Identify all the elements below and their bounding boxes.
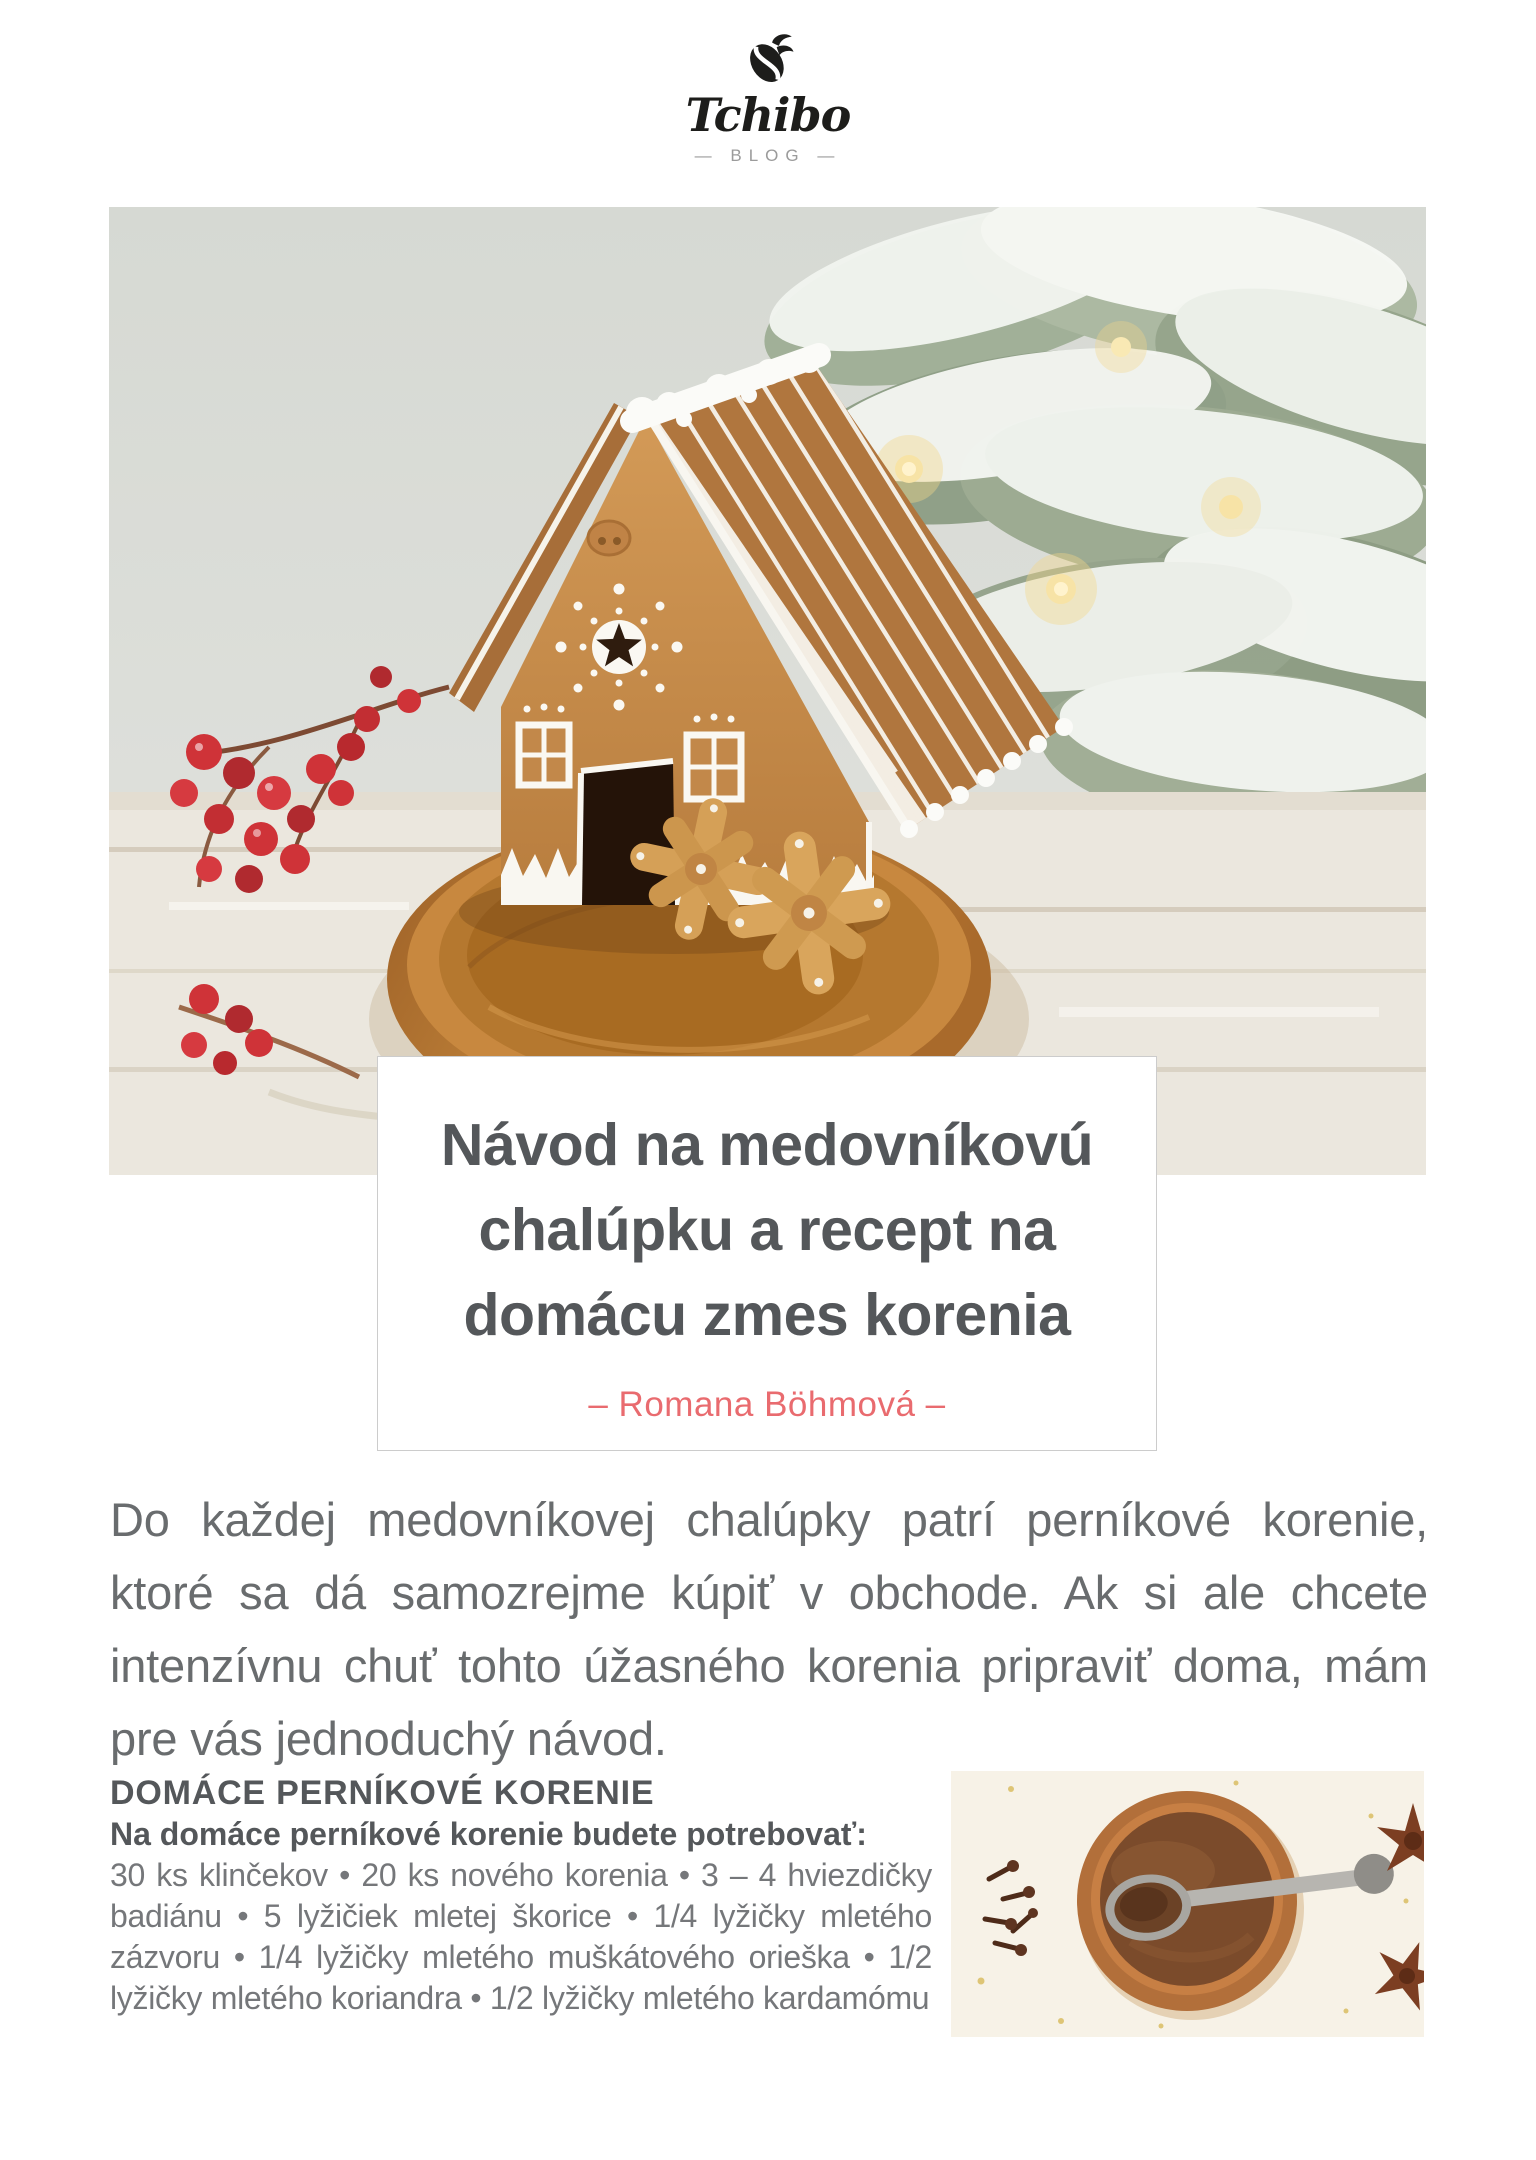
recipe-heading: DOMÁCE PERNÍKOVÉ KORENIE <box>110 1774 655 1812</box>
title-line-2: chalúpku a recept na <box>478 1197 1056 1263</box>
recipe-section <box>110 1772 932 2019</box>
intro-paragraph: Do každej medovníkovej chalúpky patrí perníkové korenie, ktoré sa dá samozrejme kúpiť v obchode. Ak si ale chcete intenzívnu chuť tohto úžasného korenia pripraviť doma, mám pre vás jednoduchý návod. <box>110 1493 1428 1765</box>
spice-bowl-image <box>951 1771 1424 2037</box>
article-title-card <box>377 1056 1157 1451</box>
recipe-subheading: Na domáce perníkové korenie budete potrebovať: <box>110 1816 867 1852</box>
hero-image-gingerbread-house <box>109 207 1426 1175</box>
title-line-1: Návod na medovníkovú <box>440 1112 1094 1178</box>
title-line-3: domácu zmes korenia <box>463 1282 1071 1348</box>
brand-name: Tchibo <box>685 88 851 142</box>
tchibo-blog-logo[interactable] <box>0 32 1536 166</box>
tchibo-bean-icon <box>733 32 803 90</box>
recipe-ingredients: 30 ks klinčekov • 20 ks nového korenia • 3 – 4 hviezdičky badiánu • 5 lyžičiek mletej škorice • 1/4 lyžičky mletého zázvoru • 1/4 lyžičky mletého muškátového orieška • 1/2 lyžičky mletého koriandra • 1/2 lyžičky mletého kardamómu <box>110 1857 932 2016</box>
article-title <box>378 1103 1156 1358</box>
hero-illustration <box>109 207 1426 1175</box>
spice-bowl-illustration <box>951 1771 1424 2037</box>
pretzel-ornament <box>588 521 630 555</box>
article-author: – Romana Böhmová – <box>588 1385 946 1424</box>
blog-label: — BLOG — <box>694 146 842 165</box>
